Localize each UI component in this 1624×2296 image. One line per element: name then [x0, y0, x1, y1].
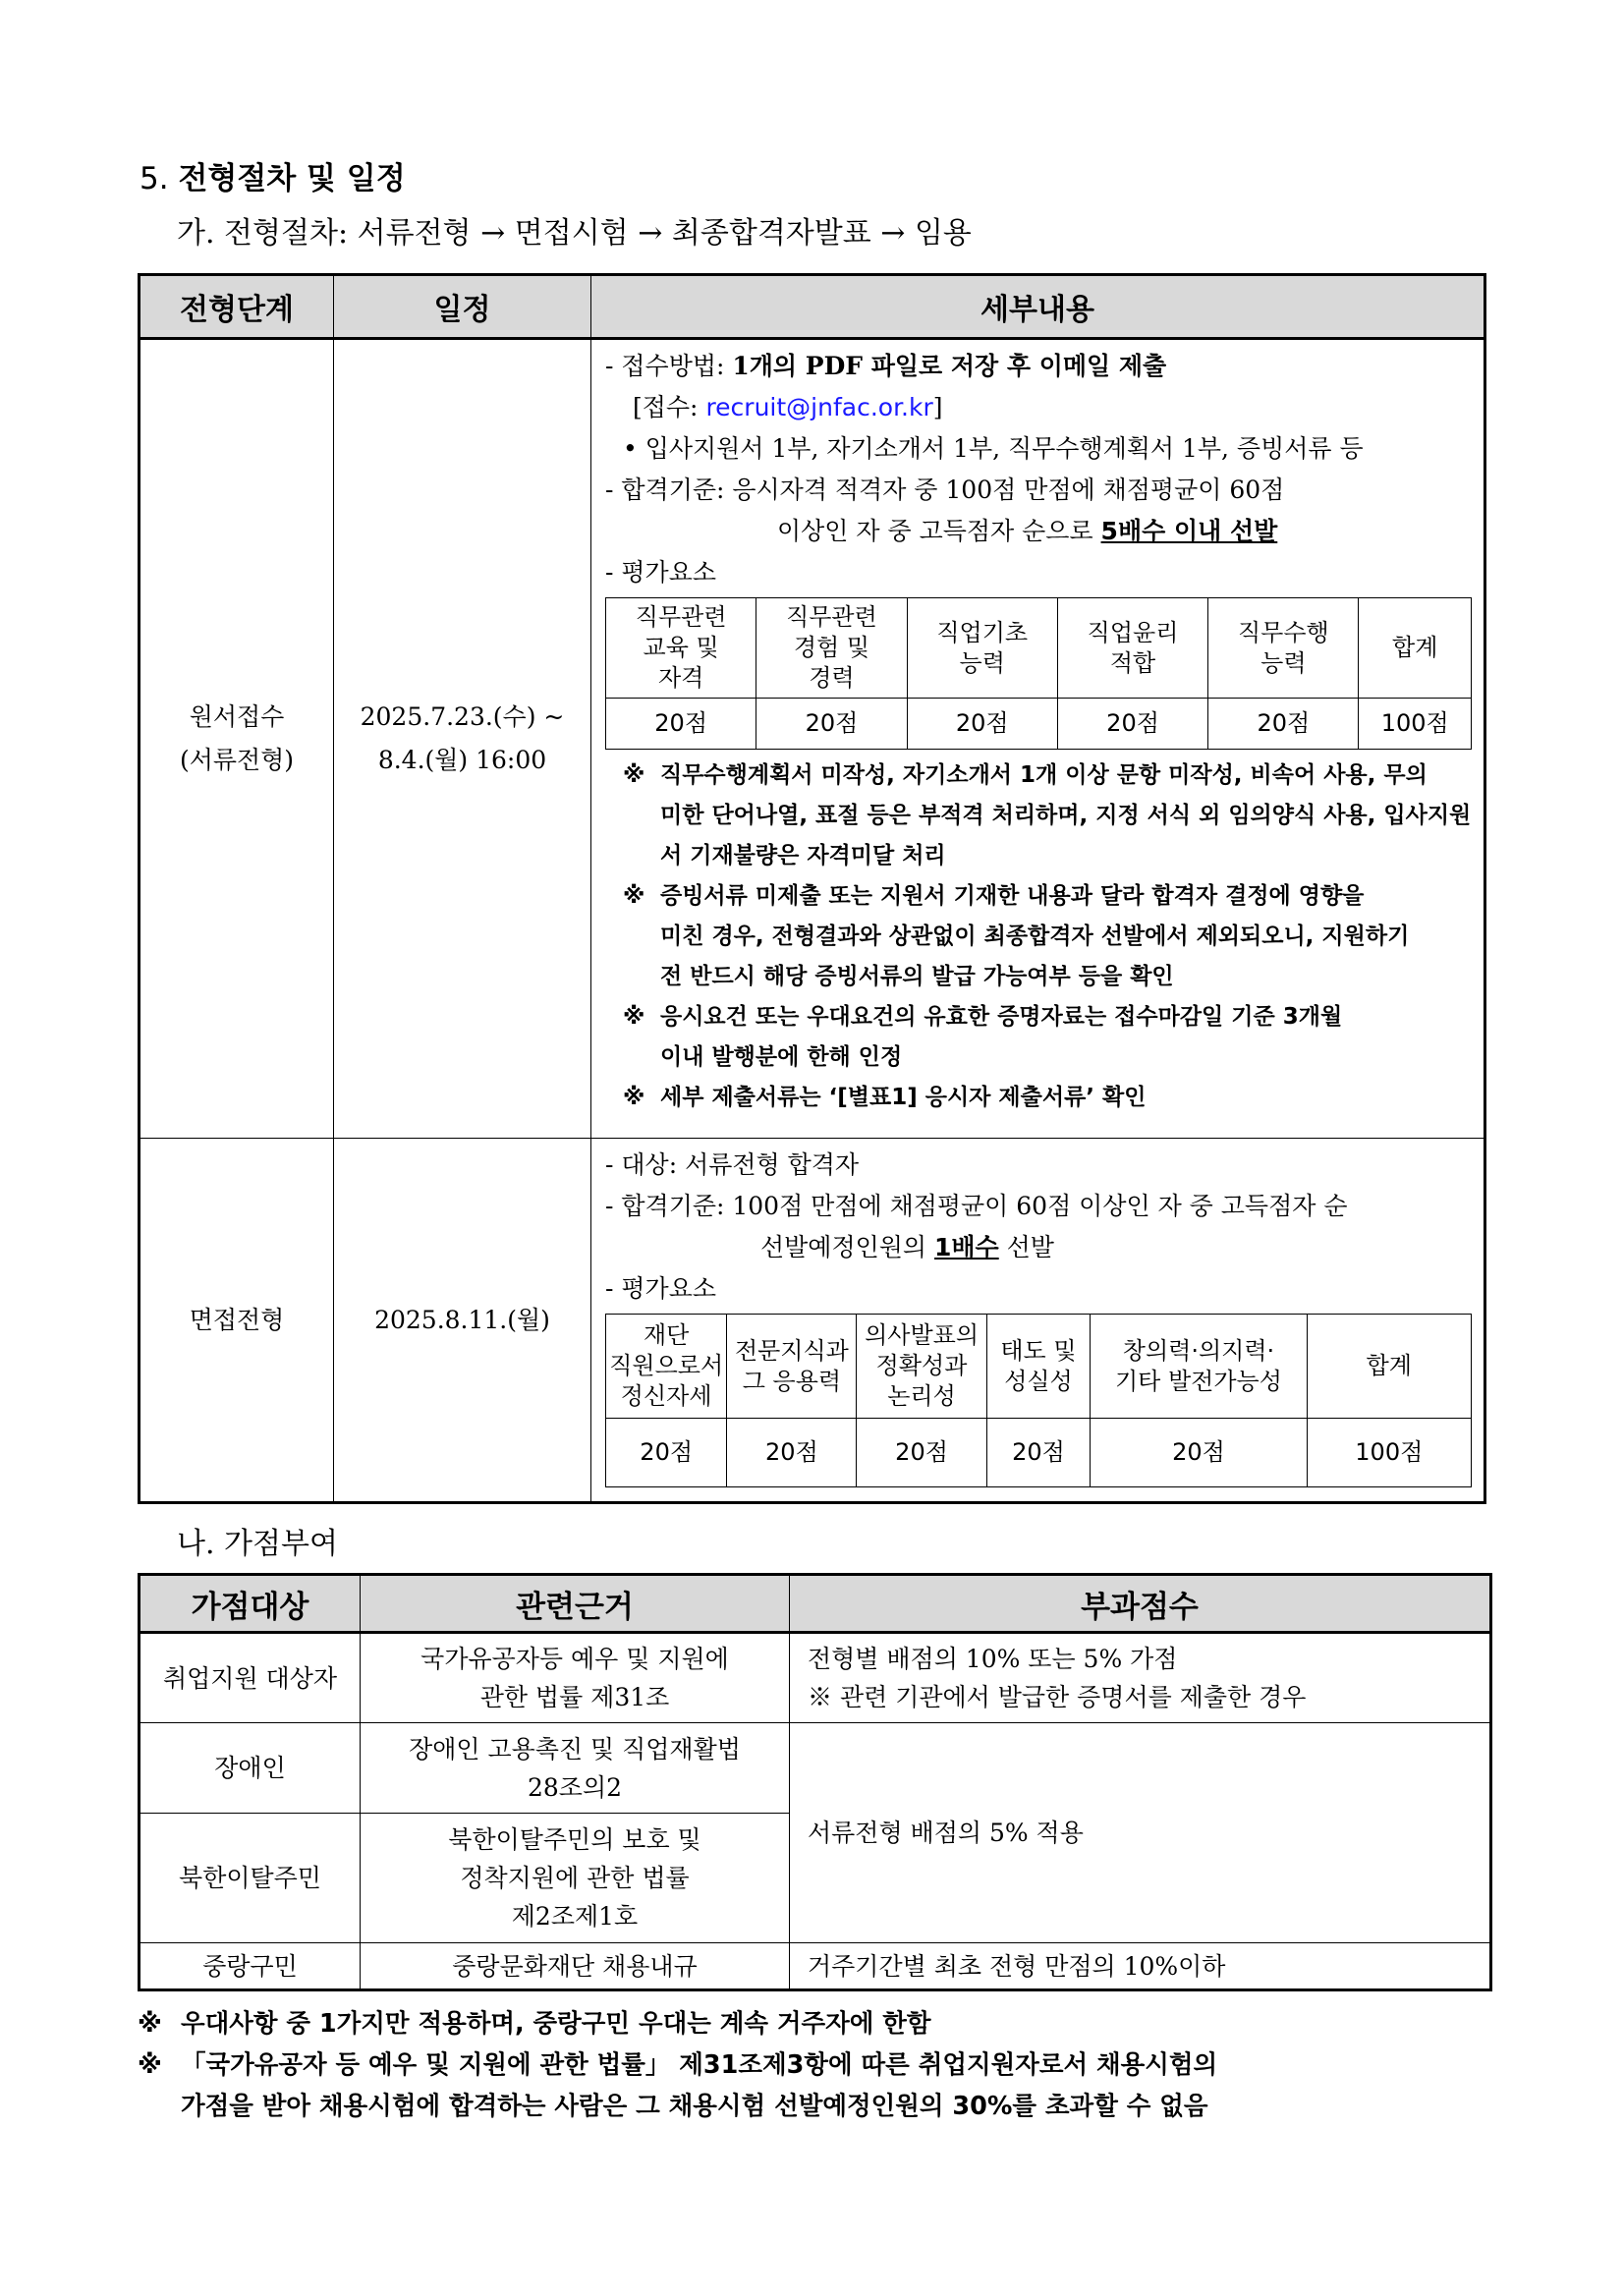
doc-date-line1: 2025.7.23.(수) ~ — [360, 702, 565, 731]
header-stage: 전형단계 — [140, 275, 334, 339]
interview-eval-score-row — [606, 1419, 1472, 1487]
submission-method: - 접수방법: 1개의 PDF 파일로 저장 후 이메일 제출 — [605, 352, 1167, 380]
bonus-target: 북한이탈주민 — [140, 1814, 361, 1943]
doc-eval-header: 직업윤리 적합 — [1057, 598, 1207, 699]
note-item: ※ 직무수행계획서 미작성, 자기소개서 1개 이상 문항 미작성, 비속어 사용, 무의 미한 단어나열, 표절 등은 부적격 처리하며, 지정 서식 외 임의양식 사용, 입사지원 서 기재불량은 자격미달 처리 — [605, 756, 1472, 876]
header-details: 세부내용 — [591, 275, 1485, 339]
interview-eval-header: 합계 — [1307, 1315, 1471, 1419]
process-subheading: 가. 전형절차: 서류전형 → 면접시험 → 최종합격자발표 → 임용 — [177, 216, 972, 251]
reference-mark-icon: ※ — [623, 762, 645, 788]
interview-eval-score: 20점 — [1091, 1419, 1307, 1487]
bonus-subheading: 나. 가점부여 — [177, 1527, 338, 1561]
interview-criteria-line2: 선발예정인원의 1배수 선발 — [760, 1233, 1054, 1261]
doc-screening-row — [140, 339, 1485, 1139]
bonus-row — [140, 1943, 1491, 1990]
doc-eval-score: 20점 — [756, 699, 907, 750]
doc-date-cell — [334, 339, 591, 1139]
doc-eval-score: 20점 — [1057, 699, 1207, 750]
footnote: ※ 「국가유공자 등 예우 및 지원에 관한 법률」 제31조제3항에 따른 취업지원자로서 채용시험의 가점을 받아 채용시험에 합격하는 사람은 그 채용시험 선발예정인원의 30%를 초과할 수 없음 — [138, 2044, 1217, 2127]
interview-eval-score: 20점 — [606, 1419, 727, 1487]
bonus-target: 취업지원 대상자 — [140, 1633, 361, 1723]
bonus-basis: 중랑문화재단 채용내규 — [361, 1943, 790, 1990]
doc-eval-score: 20점 — [907, 699, 1057, 750]
doc-eval-header: 직무수행 능력 — [1208, 598, 1359, 699]
section-title-text: 전형절차 및 일정 — [178, 161, 406, 196]
interview-criteria-line1: - 합격기준: 100점 만점에 채점평균이 60점 이상인 자 중 고득점자 순 — [605, 1192, 1348, 1220]
interview-eval-header: 창의력·의지력· 기타 발전가능성 — [1091, 1315, 1307, 1419]
doc-notes — [605, 756, 1472, 1118]
bonus-basis: 북한이탈주민의 보호 및 정착지원에 관한 법률 제2조제1호 — [361, 1814, 790, 1943]
bonus-score: 서류전형 배점의 5% 적용 — [790, 1723, 1491, 1943]
note-item: ※ 증빙서류 미제출 또는 지원서 기재한 내용과 달라 합격자 결정에 영향을 미친 경우, 전형결과와 상관없이 최종합격자 선발에서 제외되오니, 지원하기 전 반드시 해당 증빙서류의 발급 가능여부 등을 확인 — [605, 876, 1472, 997]
doc-eval-table — [605, 597, 1472, 750]
doc-eval-score-row — [606, 699, 1472, 750]
bonus-basis: 장애인 고용촉진 및 직업재활법 28조의2 — [361, 1723, 790, 1814]
header-bonus-target: 가점대상 — [140, 1575, 361, 1633]
doc-eval-header: 직업기초 능력 — [907, 598, 1057, 699]
doc-eval-score: 100점 — [1359, 699, 1472, 750]
interview-eval-score: 100점 — [1307, 1419, 1471, 1487]
note-item: ※ 세부 제출서류는 ‘[별표1] 응시자 제출서류’ 확인 — [605, 1078, 1472, 1118]
bonus-basis: 국가유공자등 예우 및 지원에 관한 법률 제31조 — [361, 1633, 790, 1723]
interview-target: - 대상: 서류전형 합격자 — [605, 1150, 860, 1179]
bonus-target: 중랑구민 — [140, 1943, 361, 1990]
reference-mark-icon: ※ — [623, 1004, 645, 1030]
doc-detail-cell — [591, 339, 1485, 1139]
interview-eval-score: 20점 — [857, 1419, 986, 1487]
bonus-table — [138, 1573, 1492, 1991]
header-legal-basis: 관련근거 — [361, 1575, 790, 1633]
interview-eval-header-row — [606, 1315, 1472, 1419]
bonus-score: 전형별 배점의 10% 또는 5% 가점 ※ 관련 기관에서 발급한 증명서를 제출한 경우 — [790, 1633, 1491, 1723]
doc-criteria-line2: 이상인 자 중 고득점자 순으로 5배수 이내 선발 — [777, 517, 1278, 545]
process-header-row — [140, 275, 1485, 339]
interview-eval-header: 의사발표의 정확성과 논리성 — [857, 1315, 986, 1419]
reference-mark-icon: ※ — [623, 883, 645, 909]
interview-eval-label: - 평가요소 — [605, 1274, 716, 1303]
doc-stage-cell — [140, 339, 334, 1139]
bonus-target: 장애인 — [140, 1723, 361, 1814]
interview-row — [140, 1139, 1485, 1503]
bonus-header-row — [140, 1575, 1491, 1633]
doc-stage-line2: (서류전형) — [179, 746, 295, 774]
process-table — [138, 273, 1486, 1504]
header-points: 부과점수 — [790, 1575, 1491, 1633]
doc-eval-score: 20점 — [606, 699, 756, 750]
section-number: 5. — [140, 161, 169, 196]
reference-mark-icon: ※ — [623, 1085, 645, 1110]
doc-eval-label: - 평가요소 — [605, 558, 716, 587]
submission-email: [접수: recruit@jnfac.or.kr] — [633, 393, 943, 421]
bonus-score: 거주기간별 최초 전형 만점의 10%이하 — [790, 1943, 1491, 1990]
reference-mark-icon: ※ — [138, 2009, 162, 2039]
interview-detail-cell — [591, 1139, 1485, 1503]
section-title — [140, 153, 406, 197]
doc-eval-header: 직무관련 경험 및 경력 — [756, 598, 907, 699]
doc-date-line2: 8.4.(월) 16:00 — [377, 746, 547, 774]
interview-eval-header: 재단 직원으로서 정신자세 — [606, 1315, 727, 1419]
required-documents: • 입사지원서 1부, 자기소개서 1부, 직무수행계획서 1부, 증빙서류 등 — [623, 434, 1364, 463]
interview-eval-header: 전문지식과 그 응용력 — [727, 1315, 857, 1419]
email-link[interactable]: recruit@jnfac.or.kr — [705, 393, 933, 421]
doc-criteria-line1: - 합격기준: 응시자격 적격자 중 100점 만점에 채점평균이 60점 — [605, 476, 1285, 504]
interview-eval-header: 태도 및 성실성 — [986, 1315, 1091, 1419]
bonus-row — [140, 1723, 1491, 1814]
doc-eval-header: 직무관련 교육 및 자격 — [606, 598, 756, 699]
header-schedule: 일정 — [334, 275, 591, 339]
interview-eval-score: 20점 — [727, 1419, 857, 1487]
note-item: ※ 응시요건 또는 우대요건의 유효한 증명자료는 접수마감일 기준 3개월 이내 발행분에 한해 인정 — [605, 997, 1472, 1078]
footnote: ※ 우대사항 중 1가지만 적용하며, 중랑구민 우대는 계속 거주자에 한함 — [138, 2003, 931, 2044]
interview-eval-score: 20점 — [986, 1419, 1091, 1487]
doc-eval-score: 20점 — [1208, 699, 1359, 750]
interview-stage-cell: 면접전형 — [140, 1139, 334, 1503]
interview-date-cell: 2025.8.11.(월) — [334, 1139, 591, 1503]
interview-eval-table — [605, 1314, 1472, 1487]
reference-mark-icon: ※ — [138, 2050, 162, 2080]
doc-eval-header-row — [606, 598, 1472, 699]
doc-stage-line1: 원서접수 — [189, 702, 285, 731]
bonus-row — [140, 1633, 1491, 1723]
doc-eval-header: 합계 — [1359, 598, 1472, 699]
